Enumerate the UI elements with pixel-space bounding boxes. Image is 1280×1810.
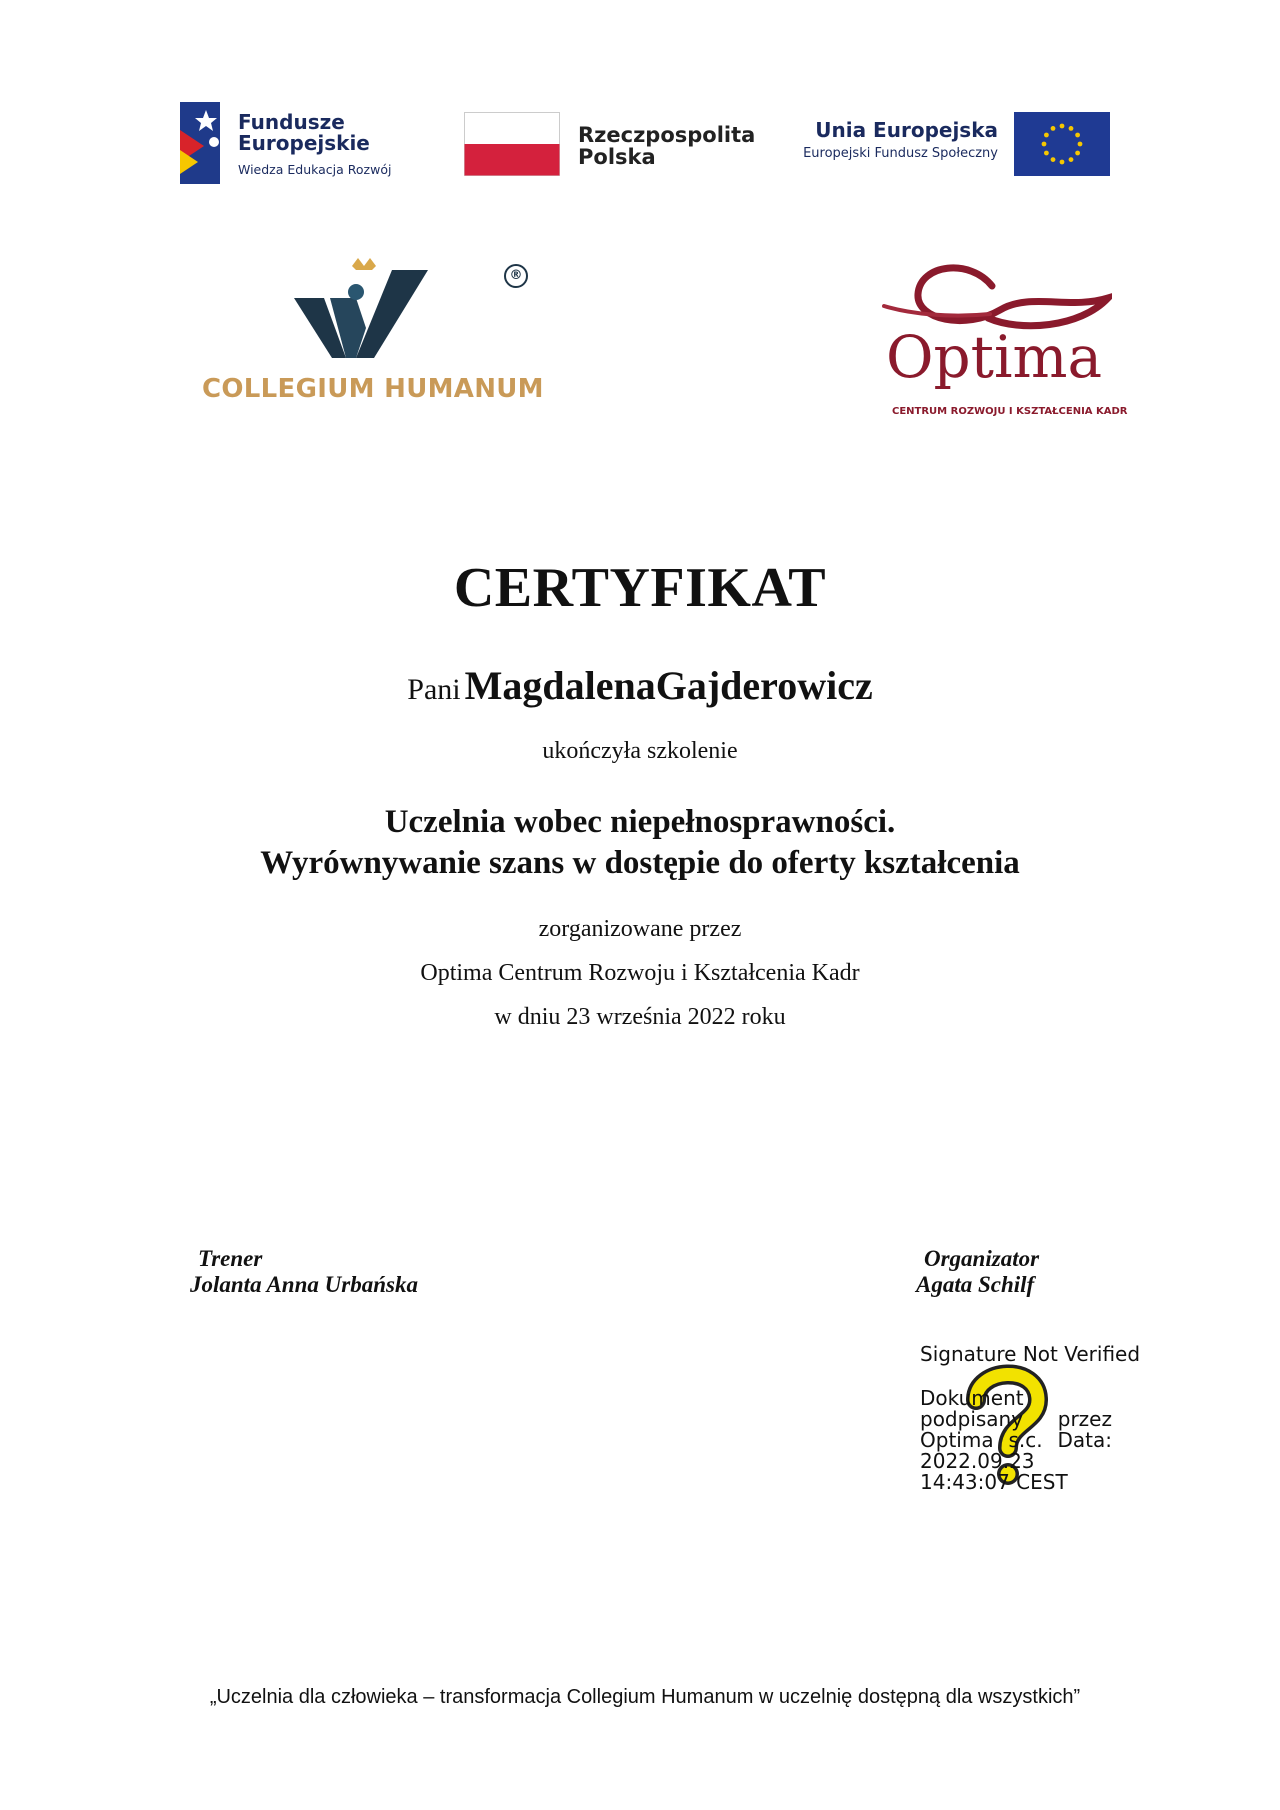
rzeczpospolita-polska-logo — [464, 112, 764, 178]
organizer-signature — [916, 1246, 1039, 1298]
fundusze-line1: Fundusze — [238, 110, 345, 134]
ue-line1: Unia Europejska — [815, 118, 998, 142]
optima-name: Optima — [886, 323, 1103, 391]
collegium-humanum-name: COLLEGIUM HUMANUM — [202, 374, 544, 404]
trainer-signature — [190, 1246, 418, 1298]
fundusze-europejskie-logo — [176, 100, 416, 186]
completed-text: ukończyła szkolenie — [542, 738, 738, 764]
trainer-name: Jolanta Anna Urbańska — [190, 1272, 418, 1297]
optima-logo — [880, 258, 1128, 418]
organizer-signer-name: Agata Schilf — [916, 1272, 1035, 1297]
organized-by-label: zorganizowane przez — [538, 916, 742, 942]
collegium-humanum-emblem-icon — [294, 258, 434, 362]
course-title — [0, 802, 1280, 885]
signature-line-2: podpisany przez — [920, 1407, 1112, 1431]
unia-europejska-logo — [790, 112, 1110, 178]
signature-status: Signature Not Verified — [920, 1342, 1141, 1366]
signature-line-1: Dokument — [920, 1386, 1024, 1410]
certificate-title: CERTYFIKAT — [453, 557, 827, 619]
rp-line1: Rzeczpospolita — [578, 123, 756, 147]
date-line: w dniu 23 września 2022 roku — [494, 1004, 786, 1030]
eu-flag-icon — [1014, 112, 1110, 176]
digital-signature-box — [920, 1342, 1141, 1502]
recipient-line — [0, 662, 1280, 709]
collegium-humanum-logo — [196, 258, 544, 408]
fundusze-sub: Wiedza Edukacja Rozwój — [238, 162, 392, 177]
trainer-role: Trener — [198, 1246, 263, 1271]
organizer-name: Optima Centrum Rozwoju i Kształcenia Kadr — [420, 960, 860, 986]
rp-line2: Polska — [578, 145, 656, 170]
signature-line-5: 14:43:07 CEST — [920, 1470, 1068, 1494]
course-line2: Wyrównywanie szans w dostępie do oferty kształcenia — [260, 845, 1020, 882]
fundusze-europejskie-emblem-icon — [176, 100, 222, 186]
polish-flag-icon — [464, 112, 560, 176]
ue-line2: Europejski Fundusz Społeczny — [803, 146, 998, 161]
signature-details — [920, 1388, 1112, 1493]
course-line1: Uczelnia wobec niepełnosprawności. — [384, 804, 896, 840]
fundusze-line2: Europejskie — [238, 131, 370, 155]
optima-sub: CENTRUM ROZWOJU I KSZTAŁCENIA KADR — [892, 406, 1128, 417]
signature-line-3: Optima s.c. Data: — [920, 1428, 1112, 1452]
recipient-name: MagdalenaGajderowicz — [464, 663, 873, 708]
registered-mark: ® — [504, 264, 528, 288]
salutation: Pani — [407, 673, 461, 706]
signature-line-4: 2022.09.23 — [920, 1449, 1035, 1473]
organizer-role: Organizator — [924, 1246, 1040, 1271]
footer-quote: „Uczelnia dla człowieka – transformacja Collegium Humanum w uczelnię dostępną dla wszystkich” — [209, 1686, 1081, 1708]
